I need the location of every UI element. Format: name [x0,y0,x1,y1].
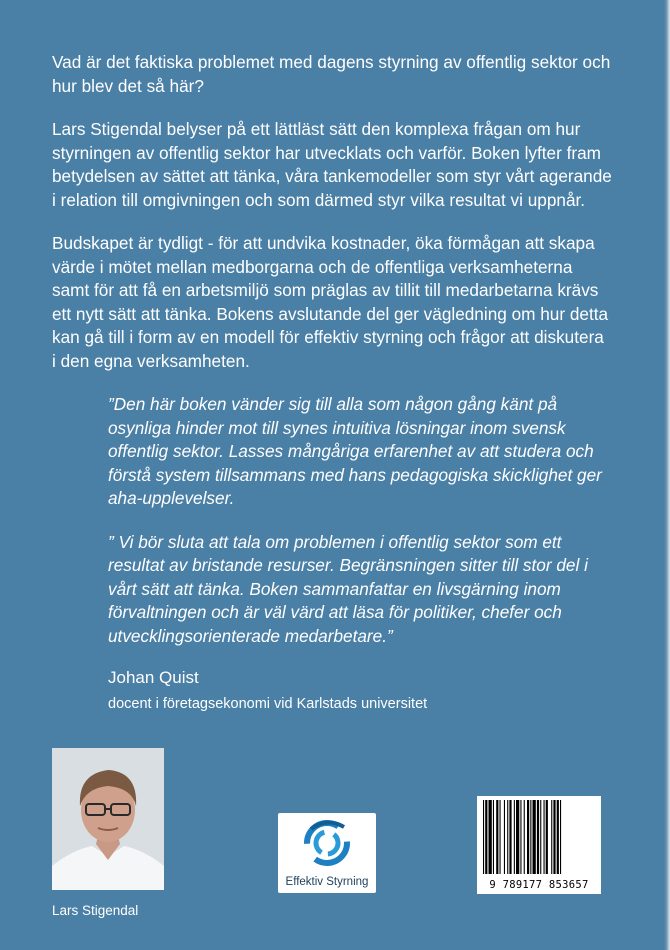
message-paragraph: Budskapet är tydligt - för att undvika kostnader, öka förmågan att skapa värde i mötet mellan medborgarna och de offentliga verksamheterna samt för att få en arbetsmiljö som präglas av tillit till medarbetarna krävs ett nytt sätt att tänka. Bokens avslutande del ger vägledning om hur detta kan gå till i form av en modell för effektiv styrning och frågor att diskutera i den egna verksamheten. [52,233,609,371]
isbn-barcode [477,796,601,894]
barcode-bars-icon [477,796,601,878]
author-caption: Lars Stigendal [52,903,139,918]
swirl-logo-icon [278,813,376,875]
description-paragraph: Lars Stigendal belyser på ett lättläst sätt den komplexa frågan om hur styrningen av offentlig sektor har utvecklats och varför. Boken lyfter fram betydelsen av sättet att tänka, våra tankemodeller som styr vårt agerande i relation till omgivningen och som därmed styr vilka resultat vi uppnår. [52,119,612,210]
author-portrait-icon [52,748,164,890]
quote-second: ” Vi bör sluta att tala om problemen i offentlig sektor som ett resultat av bristande resurser. Begränsningen sitter till stor del i vårt sätt att tänka. Boken sammanfattar en livsgärning inom förvaltningen och är väl värd att läsa för politiker, chefer och utvecklingsorienterade medarbetare.” [108,531,588,646]
intro-question: Vad är det faktiska problemet med dagens styrning av offentlig sektor och hur blev det så här? [52,52,611,96]
isbn-digits: 9 789177 853657 [489,879,589,891]
cover-edge [664,0,670,950]
author-photo [52,748,164,890]
quote-author-name: Johan Quist [108,668,199,687]
back-cover-text [52,51,612,712]
publisher-name: Effektiv Styrning [285,876,369,888]
quote-author-title: docent i företagsekonomi vid Karlstads universitet [108,696,428,712]
quote-first: ”Den här boken vänder sig till alla som någon gång känt på osynliga hinder mot till synes intuitiva lösningar inom svensk offentlig sektor. Lasses mångåriga erfarenhet av att studera och förstå system tillsammans med hans pedagogiska skicklighet ger aha-upplevelser. [108,394,602,508]
publisher-logo [278,813,376,893]
